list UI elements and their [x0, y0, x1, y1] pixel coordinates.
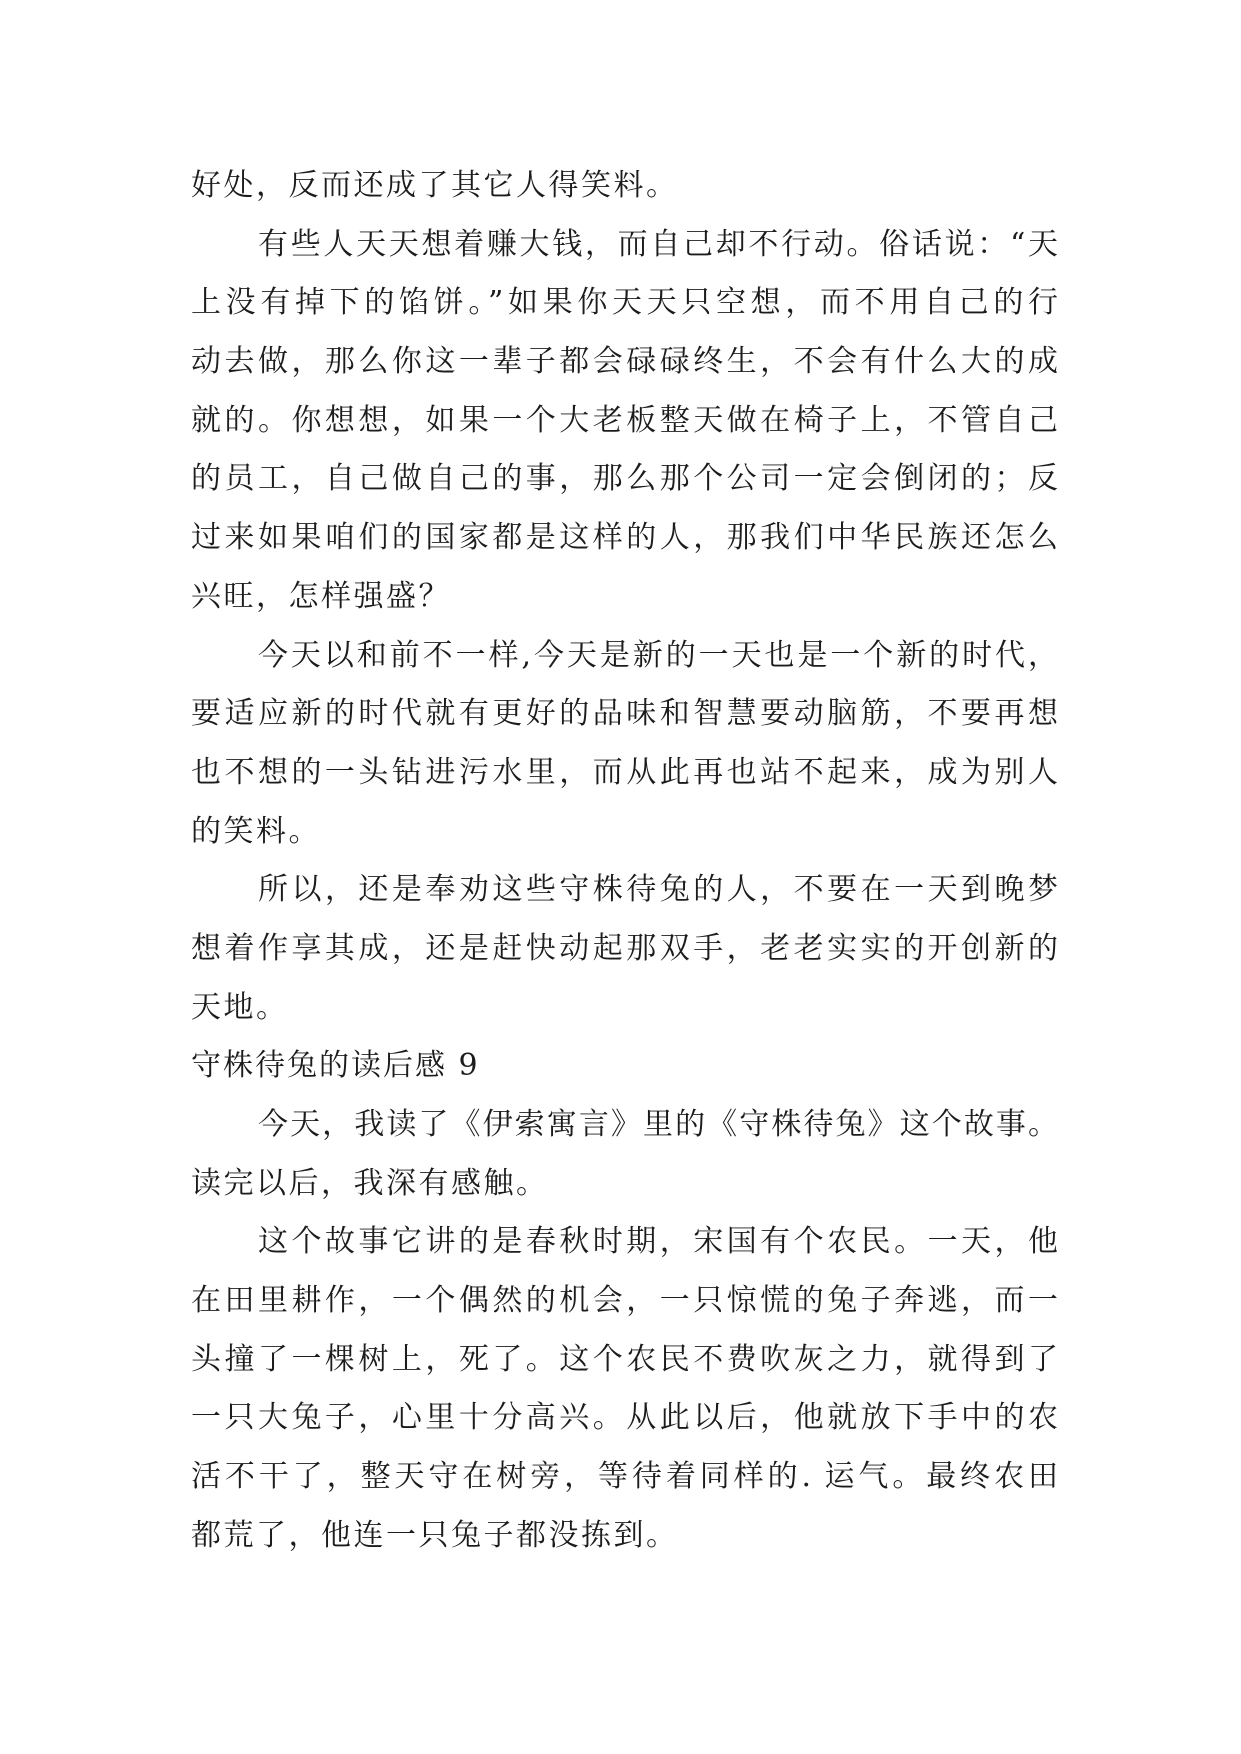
text-line: 活不干了，整天守在树旁，等待着同样的. 运气。最终农田	[191, 1459, 1058, 1495]
text-line: 要适应新的时代就有更好的品味和智慧要动脑筋，不要再想	[191, 696, 1058, 732]
text-line: 兴旺，怎样强盛？	[191, 578, 451, 614]
text-line: 动去做，那么你这一辈子都会碌碌终生，不会有什么大的成	[191, 344, 1058, 380]
text-line: 这个故事它讲的是春秋时期，宋国有个农民。一天，他	[258, 1224, 1058, 1260]
text-line: 今天以和前不一样,今天是新的一天也是一个新的时代，	[258, 637, 1058, 673]
text-line: 想着作享其成，还是赶快动起那双手，老老实实的开创新的	[191, 930, 1058, 966]
paragraph	[191, 1096, 1058, 1213]
text-line: 好处，反而还成了其它人得笑料。	[191, 168, 679, 203]
text-line: 天地。	[191, 989, 289, 1025]
paragraph	[191, 157, 1058, 216]
text-line: 所以，还是奉劝这些守株待兔的人，不要在一天到晚梦	[258, 872, 1058, 908]
text-line: 上没有掉下的馅饼。”如果你天天只空想，而不用自己的行	[191, 285, 1058, 321]
text-line: 读完以后，我深有感触。	[191, 1165, 549, 1201]
document-body	[191, 157, 1058, 1566]
section-heading: 守株待兔的读后感 9	[191, 1048, 480, 1084]
text-line: 今天，我读了《伊索寓言》里的《守株待兔》这个故事。	[258, 1107, 1058, 1142]
text-line: 的笑料。	[191, 813, 321, 849]
text-line: 的员工，自己做自己的事，那么那个公司一定会倒闭的；反	[191, 461, 1058, 497]
text-line: 在田里耕作，一个偶然的机会，一只惊慌的兔子奔逃，而一	[191, 1283, 1058, 1319]
text-line: 就的。你想想，如果一个大老板整天做在椅子上，不管自己	[191, 402, 1058, 438]
paragraph	[191, 216, 1058, 627]
text-line: 过来如果咱们的国家都是这样的人，那我们中华民族还怎么	[191, 520, 1058, 556]
paragraph	[191, 861, 1058, 1037]
paragraph	[191, 627, 1058, 862]
text-line: 也不想的一头钻进污水里，而从此再也站不起来，成为别人	[191, 754, 1058, 790]
text-line: 有些人天天想着赚大钱，而自己却不行动。俗话说：“天	[258, 226, 1058, 262]
text-line: 一只大兔子，心里十分高兴。从此以后，他就放下手中的农	[191, 1400, 1058, 1436]
paragraph	[191, 1213, 1058, 1565]
text-line: 头撞了一棵树上，死了。这个农民不费吹灰之力，就得到了	[191, 1341, 1058, 1377]
text-line: 都荒了，他连一只兔子都没拣到。	[191, 1517, 679, 1553]
